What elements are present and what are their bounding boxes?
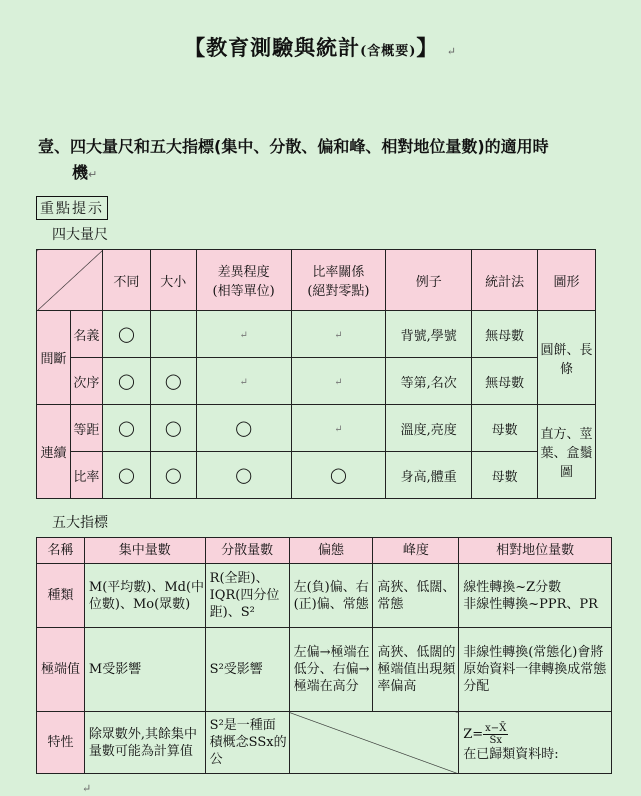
indices-table (36, 537, 612, 774)
method-cell: 無母數 (472, 358, 538, 405)
indices-label: 五大指標 (52, 515, 108, 531)
row-extremes: 極端值 (37, 628, 85, 712)
dispersion-types: R(全距)、IQR(四分位距)、S² (205, 564, 289, 628)
header-magnitude: 大小 (150, 250, 196, 311)
document-title: 【教育測驗與統計(含概要)】 ↵ (184, 35, 457, 60)
check-circle: ◯ (102, 405, 150, 452)
diagonal-empty-cell (289, 712, 459, 774)
example-cell: 溫度,亮度 (386, 405, 472, 452)
check-circle: ◯ (102, 358, 150, 405)
check-circle: ◯ (291, 452, 386, 499)
central-extremes: M受影響 (84, 628, 205, 712)
scale-ordinal: 次序 (70, 358, 102, 405)
group-continuous: 連續 (37, 405, 71, 499)
dispersion-extremes: S²受影響 (205, 628, 289, 712)
header-graph: 圖形 (538, 250, 596, 311)
example-cell: 背號,學號 (386, 311, 472, 358)
header-relative: 相對地位量數 (459, 538, 612, 564)
z-score-formula: $\frac{x-X̄}{Sx}$ (485, 722, 507, 746)
scales-table: 不同 大小 差異程度 (相等單位) 比率關係 (絕對零點) 例子 統計法 圖形 間斷 名義 ◯ ↵ ↵ 背號,學號 無母數 圓餅、長條 次序 ◯ ◯ ↵ ↵ 等第,名次 無母數 連續 等距 ◯ ◯ ◯ ↵ 溫度,亮度 母數 直方、莖葉、盒鬚圖 比率 ◯ ◯ ◯ ◯ 身高,體重 母數 (36, 249, 596, 499)
check-circle: ◯ (150, 452, 196, 499)
scale-ratio: 比率 (70, 452, 102, 499)
method-cell: 母數 (472, 405, 538, 452)
check-circle: ◯ (150, 358, 196, 405)
central-types: M(平均數)、Md(中位數)、Mo(眾數) (84, 564, 205, 628)
paragraph-mark: ↵ (446, 45, 457, 58)
header-central: 集中量數 (84, 538, 205, 564)
header-kurtosis: 峰度 (373, 538, 459, 564)
diagonal-header-cell (37, 250, 103, 311)
dispersion-features: S²是一種面積概念SSx的公 (205, 712, 289, 774)
relative-features: Z= $\frac{x-X̄}{Sx}$ 在已歸類資料時: (459, 712, 612, 774)
kurtosis-types: 高狹、低闊、常態 (373, 564, 459, 628)
scale-interval: 等距 (70, 405, 102, 452)
paragraph-mark: ↵ (82, 782, 92, 795)
check-circle: ◯ (150, 405, 196, 452)
header-ratio: 比率關係 (絕對零點) (291, 250, 386, 311)
row-features: 特性 (37, 712, 85, 774)
header-example: 例子 (386, 250, 472, 311)
example-cell: 身高,體重 (386, 452, 472, 499)
relative-types: 線性轉換~Z分數 非線性轉換~PPR、PR (459, 564, 612, 628)
header-name: 名稱 (37, 538, 85, 564)
header-method: 統計法 (472, 250, 538, 311)
example-cell: 等第,名次 (386, 358, 472, 405)
section-heading: 壹、四大量尺和五大指標(集中、分散、偏和峰、相對地位量數)的適用時 機↵ (38, 137, 549, 182)
group-discrete: 間斷 (37, 311, 71, 405)
check-circle: ◯ (102, 452, 150, 499)
check-circle: ◯ (196, 405, 291, 452)
header-different: 不同 (102, 250, 150, 311)
scales-label: 四大量尺 (52, 227, 108, 243)
method-cell: 母數 (472, 452, 538, 499)
header-dispersion: 分散量數 (205, 538, 289, 564)
scale-nominal: 名義 (70, 311, 102, 358)
skew-types: 左(負)偏、右(正)偏、常態 (289, 564, 373, 628)
relative-extremes: 非線性轉換(常態化)會將原始資料一律轉換成常態分配 (459, 628, 612, 712)
check-circle: ◯ (102, 311, 150, 358)
kurtosis-extremes: 高狹、低闊的極端值出現頻率偏高 (373, 628, 459, 712)
keypoint-box: 重點提示 (36, 196, 108, 220)
graph-discrete: 圓餅、長條 (538, 311, 596, 405)
method-cell: 無母數 (472, 311, 538, 358)
central-features: 除眾數外,其餘集中量數可能為計算值 (84, 712, 205, 774)
header-difference: 差異程度 (相等單位) (196, 250, 291, 311)
header-skew: 偏態 (289, 538, 373, 564)
skew-extremes: 左偏→極端在低分、右偏→極端在高分 (289, 628, 373, 712)
row-types: 種類 (37, 564, 85, 628)
check-circle: ◯ (196, 452, 291, 499)
graph-continuous: 直方、莖葉、盒鬚圖 (538, 405, 596, 499)
